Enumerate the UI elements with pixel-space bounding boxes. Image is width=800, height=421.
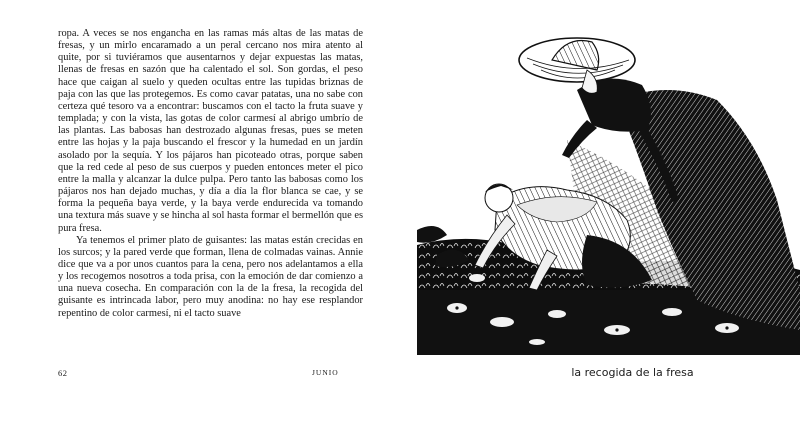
paragraph-1: ropa. A veces se nos engancha en las ramas más altas de las matas de fresas, y un mirlo encaramado a un peral cercano nos mira atento al quite, por si tuviéramos que ausentarnos y dejar expuestas las matas, llenas de fresas en sazón que ha calentado el sol. Son gordas, el peso hace que caigan al suelo y queden ocultas entre las tupidas briznas de paja con las que las protegemos. Es como cavar patatas, una no sabe con certeza qué tesoro va a encontrar: buscamos con el tacto la fruta suave y templada; y con la vista, las gotas de color carmesí al abrigo umbrío de las plantas. Las babosas han destrozado algunas fresas, pues se meten entre las hojas y la paja buscando el frescor y la humedad en un jardín asolado por la sequía. Y los pájaros han picoteado otras, porque saben que la red cede al peso de sus cuerpos y pueden entonces meter el pico entre la malla y alcanzar la dulce pulpa. Pero tanto las babosas como los pájaros nos han dejado muchas, y día a día la flor blanca se cae, y se forma la pequeña baya verde, y la baya verde endurecida va tomando una textura más suave y se hincha al sol hasta formar el bermellón que es pura fresa.: [58, 28, 363, 234]
engraving-illustration: [417, 30, 800, 355]
running-head: JUNIO: [312, 368, 339, 377]
body-text: [58, 28, 363, 320]
illustration-caption: la recogida de la fresa: [571, 366, 694, 379]
paragraph-2: Ya tenemos el primer plato de guisantes: las matas están crecidas en los surcos; y la pared verde que forman, llena de colmadas vainas. Annie dice que va a por unos cuantos para la cena, pero nos adelantamos a ella y los recogemos nosotros a toda prisa, con la emoción de dar comienzo a una nueva cosecha. En comparación con la de la fresa, la recogida del guisante es intrincada labor, pero muy anodina: no hay ese resplandor repentino de color carmesí, ni el tacto suave: [58, 234, 363, 319]
page-number: 62: [58, 368, 68, 378]
left-page: [58, 28, 363, 320]
